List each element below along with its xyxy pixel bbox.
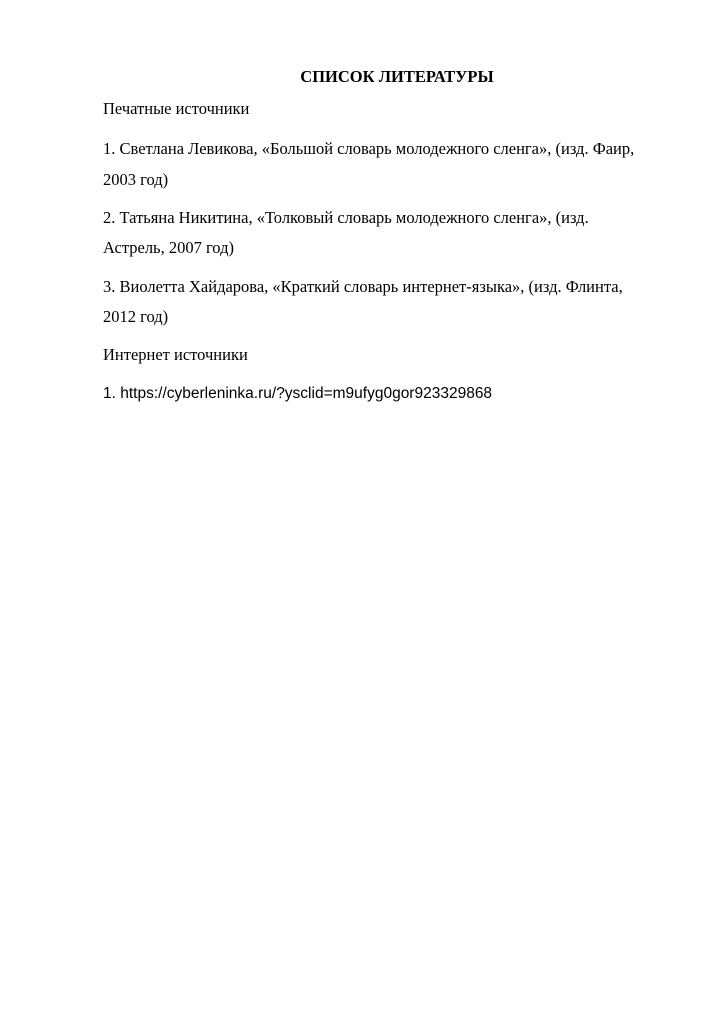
- printed-sources-heading: Печатные источники: [103, 99, 250, 118]
- internet-source-1-number: 1.: [103, 385, 116, 402]
- printed-source-1-line-1: 1. Светлана Левикова, «Большой словарь молодежного сленга», (изд. Фаир,: [103, 139, 635, 158]
- printed-source-1-line-2: 2003 год): [103, 170, 169, 189]
- page-title: СПИСОК ЛИТЕРАТУРЫ: [300, 67, 494, 86]
- printed-source-3-line-1: 3. Виолетта Хайдарова, «Краткий словарь интернет-языка», (изд. Флинта,: [103, 277, 623, 296]
- printed-source-2-line-1: 2. Татьяна Никитина, «Толковый словарь молодежного сленга», (изд.: [103, 208, 589, 227]
- internet-source-1-url[interactable]: https://cyberleninka.ru/?ysclid=m9ufyg0gor923329868: [120, 385, 493, 402]
- printed-source-2-line-2: Астрель, 2007 год): [103, 238, 234, 257]
- internet-sources-heading: Интернет источники: [103, 345, 248, 364]
- internet-source-1: [103, 384, 492, 404]
- printed-source-3-line-2: 2012 год): [103, 307, 169, 326]
